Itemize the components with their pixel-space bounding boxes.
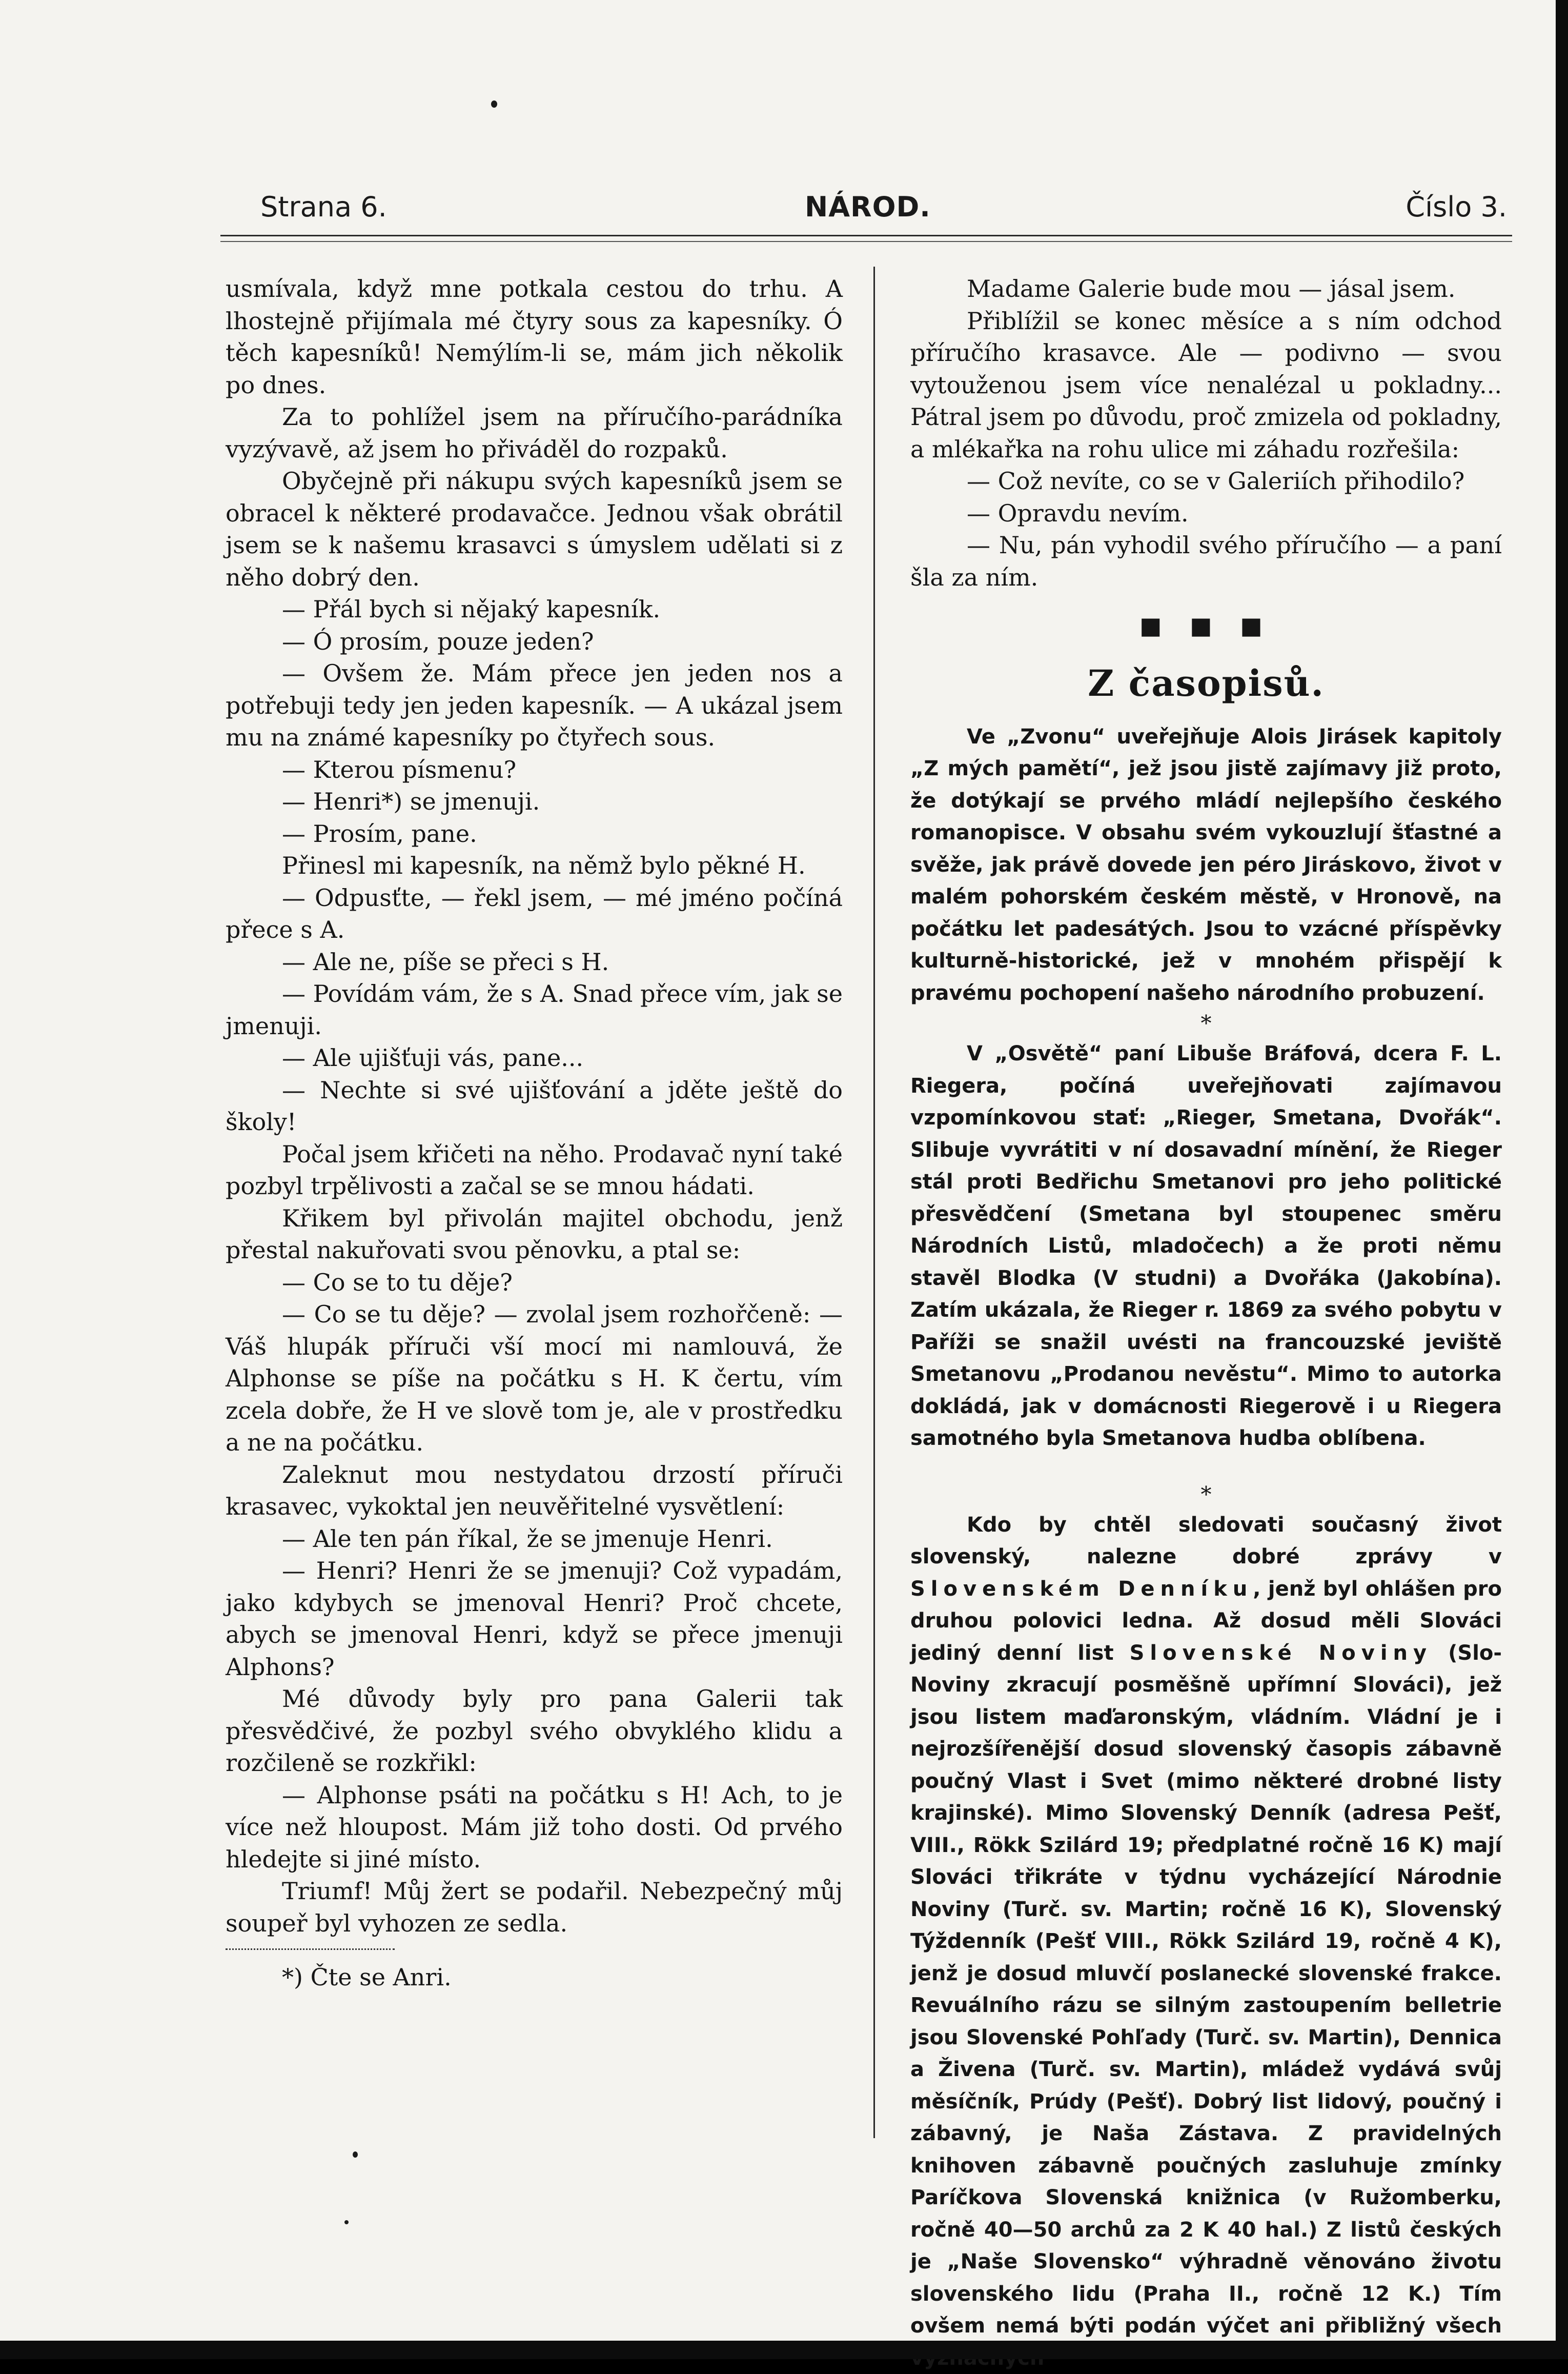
left-column	[226, 273, 843, 1994]
right-column	[910, 273, 1502, 2374]
paragraph: Křikem byl přivolán majitel obchodu, jenž přestal nakuřovati svou pěnovku, a ptal se:	[226, 1202, 843, 1266]
section-title: Z časopisů.	[910, 660, 1502, 707]
dialogue-line: — Ovšem že. Mám přece jen jeden nos a potřebuji tedy jen jeden kapesník. — A ukázal jsem mu na známé kapesníky po čtyřech sous.	[226, 657, 843, 754]
paragraph: Madame Galerie bude mou — jásal jsem.	[910, 273, 1502, 305]
item-separator: *	[910, 1009, 1502, 1038]
news-item-block	[910, 721, 1502, 2374]
paragraph: Triumf! Můj žert se podařil. Nebezpečný můj soupeř byl vyhozen ze sedla.	[226, 1875, 843, 1939]
paragraph: Počal jsem křičeti na něho. Prodavač nyní také pozbyl trpělivosti a začal se se mnou hádati.	[226, 1138, 843, 1202]
dialogue-line: — Nechte si své ujišťování a jděte ještě do školy!	[226, 1074, 843, 1138]
dialogue-line: — Nu, pán vyhodil svého příručího — a paní šla za ním.	[910, 529, 1502, 593]
dialogue-line: — Ó prosím, pouze jeden?	[226, 626, 843, 658]
paragraph: Přiblížil se konec měsíce a s ním odchod příručího krasavce. Ale — podivno — svou vytouženou jsem více nenalézal u pokladny... Pátral jsem po důvodu, proč zmizela od pokladny, a mlékařka na rohu ulice mi záhadu rozřešila:	[910, 305, 1502, 466]
paragraph: Za to pohlížel jsem na příručího-parádníka vyzývavě, až jsem ho přiváděl do rozpaků.	[226, 401, 843, 465]
section-separator-boxes: ■ ■ ■	[910, 593, 1502, 655]
ink-speck	[353, 2151, 358, 2158]
dialogue-line: — Kterou písmenu?	[226, 754, 843, 786]
ink-speck	[491, 100, 497, 108]
news-item	[910, 1509, 1502, 2374]
newspaper-title: NÁROD.	[805, 191, 931, 223]
spaced-title-slovenske-noviny: Slovenské Noviny	[1130, 1641, 1432, 1665]
news-item: Ve „Zvonu“ uveřejňuje Alois Jirásek kapitoly „Z mých pamětí“, jež jsou jistě zajímavy již proto, že dotýkají se prvého mládí nejlepšího českého romanopisce. V obsahu svém vykouzlují šťastné a svěže, jak právě dovede jen péro Jiráskovo, život v malém pohorském českém městě, v Hronově, na počátku let padesátých. Jsou to vzácné příspěvky kulturně-historické, jež v mnohém přispějí k pravému pochopení našeho národního probuzení.	[910, 721, 1502, 1010]
news-item-text: (Slo-Noviny zkracují posměšně upřímní Slováci), jež jsou listem maďaronským, vládním. Vládní je i nejrozšířenější dosud slovenský časopis zábavně poučný Vlast i Svet (mimo některé drobné listy krajinské). Mimo Slovenský Denník (adresa Pešť, VIII., Rökk Szilárd 19; předplatné ročně 16 K) mají Slováci třikráte v týdnu vycházející Národnie Noviny (Turč. sv. Martin; ročně 16 K), Slovenský Týždenník (Pešť VIII., Rökk Szilárd 19, ročně 4 K), jenž je dosud mluvčí poslanecké slovenské frakce. Revuálního rázu se silným zastoupením belletrie jsou Slovenské Pohľady (Turč. sv. Martin), Dennica a Živena (Turč. sv. Martin), mládež vydává svůj měsíčník, Prúdy (Pešť). Dobrý list lidový, poučný i zábavný, je Naša Zástava. Z pravidelných knihoven zábavně poučných zasluhuje zmínky Paríčkova Slovenská knižnica (v Ružomberku, ročně 40—50 archů za 2 K 40 hal.) Z listů českých je „Naše Slovensko“ výhradně věnováno životu slovenského lidu (Praha II., ročně 12 K.) Tím ovšem nemá býti podán výčet ani přibližný všech	[910, 1641, 1502, 2370]
paragraph: usmívala, když mne potkala cestou do trhu. A lhostejně přijímala mé čtyry sous za kapesníky. Ó těch kapesníků! Nemýlím-li se, mám jich několik po dnes.	[226, 273, 843, 401]
dialogue-line: — Henri? Henri že se jmenuji? Což vypadám, jako kdybych se jmenoval Henri? Proč chcete, abych se jmenoval Henri, když se přece jmenuji Alphons?	[226, 1555, 843, 1683]
dialogue-line: — Alphonse psáti na počátku s H! Ach, to je více než hloupost. Mám již toho dosti. Od prvého hledejte si jiné místo.	[226, 1779, 843, 1876]
dialogue-line: — Povídám vám, že s A. Snad přece vím, jak se jmenuji.	[226, 978, 843, 1042]
spaced-title-slovensky-dennik: Slovenském Denníku	[910, 1577, 1253, 1601]
dialogue-line: — Přál bych si nějaký kapesník.	[226, 593, 843, 626]
news-item-text: , jenž byl ohlášen pro druhou polovici ledna. Až dosud měli Slováci jediný denní list	[910, 1577, 1502, 1665]
dialogue-line: — Prosím, pane.	[226, 818, 843, 850]
dialogue-line: — Ale ujišťuji vás, pane...	[226, 1042, 843, 1074]
paragraph: Přinesl mi kapesník, na němž bylo pěkné H.	[226, 850, 843, 882]
column-divider	[873, 267, 875, 2138]
paragraph: Zaleknut mou nestydatou drzostí příruči krasavec, vykoktal jen neuvěřitelné vysvětlení:	[226, 1459, 843, 1523]
page-number: Strana 6.	[260, 191, 387, 223]
dialogue-line: — Odpusťte, — řekl jsem, — mé jméno počíná přece s A.	[226, 882, 843, 946]
header-rule	[220, 235, 1512, 236]
scan-edge-right	[1556, 0, 1568, 2359]
issue-number: Číslo 3.	[1406, 191, 1507, 223]
dialogue-line: — Co se to tu děje?	[226, 1266, 843, 1299]
paragraph: Obyčejně při nákupu svých kapesníků jsem se obracel k některé prodavačce. Jednou však obrátil jsem se k našemu krasavci s úmyslem udělati si z něho dobrý den.	[226, 465, 843, 593]
news-item: V „Osvětě“ paní Libuše Bráfová, dcera F. L. Riegera, počíná uveřejňovati zajímavou vzpomínkovou stať: „Rieger, Smetana, Dvořák“. Slibuje vyvrátiti v ní dosavadní mínění, že Rieger stál proti Bedřichu Smetanovi pro jeho politické přesvědčení (Smetana byl stoupenec směru Národních Listů, mladočech) a že proti němu stavěl Blodka (V studni) a Dvořáka (Jakobína). Zatím ukázala, že Rieger r. 1869 za svého pobytu v Paříži se snažil uvésti na francouzské jeviště Smetanovu „Prodanou nevěstu“. Mimo to autorka dokládá, jak v domácnosti Riegerově i u Riegera samotného byla Smetanova hudba oblíbena.	[910, 1038, 1502, 1455]
news-item-text: Kdo by chtěl sledovati současný život slovenský, nalezne dobré zprávy v	[910, 1513, 1502, 1569]
footnote-rule	[226, 1948, 395, 1950]
item-separator: *	[910, 1480, 1502, 1509]
dialogue-line: — Co se tu děje? — zvolal jsem rozhořčeně: — Váš hlupák příruči vší mocí mi namlouvá, že Alphonse se píše na počátku s H. K čertu, vím zcela dobře, že H ve slově tom je, ale v prostředku a ne na počátku.	[226, 1298, 843, 1459]
ink-speck	[344, 2220, 349, 2224]
dialogue-line: — Henri*) se jmenuji.	[226, 786, 843, 818]
footnote: *) Čte se Anri.	[226, 1961, 843, 1994]
dialogue-line: — Ale ne, píše se přeci s H.	[226, 946, 843, 978]
header-rule-thin	[220, 241, 1512, 242]
dialogue-line: — Což nevíte, co se v Galeriích přihodilo?	[910, 465, 1502, 497]
paragraph: Mé důvody byly pro pana Galerii tak přesvědčivé, že pozbyl svého obvyklého klidu a rozčileně se rozkřikl:	[226, 1683, 843, 1779]
page-header	[220, 191, 1507, 232]
dialogue-line: — Opravdu nevím.	[910, 497, 1502, 530]
dialogue-line: — Ale ten pán říkal, že se jmenuje Henri.	[226, 1523, 843, 1555]
scan-edge-bottom	[0, 2341, 1568, 2359]
